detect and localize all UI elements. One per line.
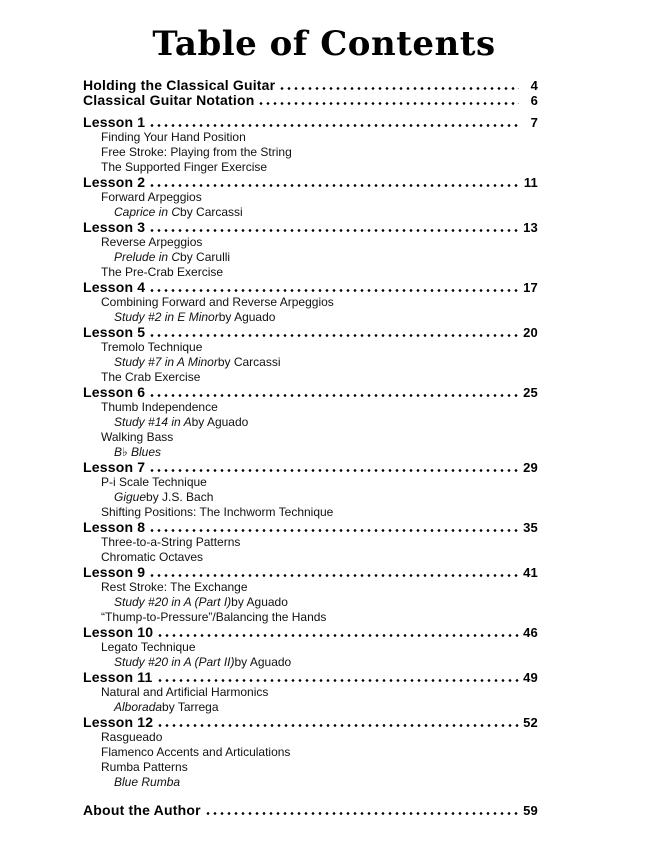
toc-item-text: The Pre-Crab Exercise: [101, 265, 224, 279]
toc-entry-label: Lesson 3: [83, 219, 146, 235]
toc-item: [83, 505, 538, 520]
toc-item-text: The Crab Exercise: [101, 370, 201, 384]
toc-item-text: The Supported Finger Exercise: [101, 160, 268, 174]
toc-item-text: Three-to-a-String Patterns: [101, 535, 241, 549]
toc-entry: [83, 625, 538, 640]
toc-item: [83, 295, 538, 310]
toc-entry-label: Lesson 7: [83, 459, 146, 475]
dot-leader: [150, 573, 519, 578]
toc-entry-label: Lesson 10: [83, 624, 154, 640]
dot-leader: [158, 678, 519, 683]
toc-item-text: by Carulli: [180, 250, 231, 264]
toc-item-text: “Thump-to-Pressure”/Balancing the Hands: [101, 610, 327, 624]
toc-item: [83, 190, 538, 205]
toc-item-text: Shifting Positions: The Inchworm Technique: [101, 505, 334, 519]
lesson-block: [83, 175, 538, 220]
toc-item: [83, 760, 538, 775]
toc-entry-label: Lesson 5: [83, 324, 146, 340]
lesson-block: [83, 385, 538, 460]
toc-entry: [83, 220, 538, 235]
toc-item-text: Legato Technique: [101, 640, 196, 654]
lesson-block: [83, 715, 538, 790]
toc-entry: [83, 803, 538, 818]
page-number: 17: [523, 280, 538, 295]
toc-item-text: by Carcassi: [217, 355, 281, 369]
toc-item: [83, 595, 538, 610]
toc-entry: [83, 175, 538, 190]
toc-entry: [83, 280, 538, 295]
dot-leader: [259, 101, 519, 106]
toc-item-text: by Carcassi: [180, 205, 243, 219]
page-number: 7: [530, 115, 538, 130]
toc-item-piece-title: Caprice in C: [114, 205, 181, 219]
toc-entry: [83, 670, 538, 685]
toc-item-piece-title: Blue Rumba: [114, 775, 181, 789]
lesson-block: [83, 520, 538, 565]
toc-item: [83, 340, 538, 355]
toc-item: [83, 235, 538, 250]
toc-item-text: Chromatic Octaves: [101, 550, 204, 564]
toc-item: [83, 130, 538, 145]
toc-item: [83, 355, 538, 370]
toc-item: [83, 250, 538, 265]
lesson-block: [83, 625, 538, 670]
toc-item: [83, 745, 538, 760]
dot-leader: [158, 723, 519, 728]
toc-entry-label: About the Author: [83, 802, 201, 818]
page-number: 6: [530, 93, 538, 108]
front-entries: [83, 78, 538, 108]
toc-item: [83, 415, 538, 430]
toc-item: [83, 775, 538, 790]
toc-entry-label: Lesson 1: [83, 114, 146, 130]
toc-item-text: Tremolo Technique: [101, 340, 203, 354]
toc-entry: [83, 520, 538, 535]
toc-item-piece-title: Study #7 in A Minor: [114, 355, 218, 369]
dot-leader: [158, 633, 519, 638]
dot-leader: [150, 528, 519, 533]
toc-entry-label: Lesson 8: [83, 519, 146, 535]
page-title: Table of Contents: [152, 24, 496, 64]
page-number: 49: [523, 670, 538, 685]
toc-item-text: P-i Scale Technique: [101, 475, 207, 489]
page-number: 29: [523, 460, 538, 475]
dot-leader: [150, 183, 519, 188]
toc-entry-label: Holding the Classical Guitar: [83, 77, 276, 93]
toc-item: [83, 430, 538, 445]
toc-item: [83, 160, 538, 175]
toc-item: [83, 475, 538, 490]
toc-item: [83, 370, 538, 385]
lesson-block: [83, 325, 538, 385]
toc-entry: [83, 93, 538, 108]
toc-item: [83, 700, 538, 715]
toc-item: [83, 445, 538, 460]
toc-item-piece-title: Alborada: [114, 700, 163, 714]
toc-item-text: Free Stroke: Playing from the String: [101, 145, 292, 159]
toc-item-text: Natural and Artificial Harmonics: [101, 685, 269, 699]
page-number: 46: [523, 625, 538, 640]
toc-item: [83, 550, 538, 565]
dot-leader: [150, 468, 519, 473]
toc-item-text: by Aguado: [234, 655, 292, 669]
toc-item-piece-title: Study #2 in E Minor: [114, 310, 219, 324]
toc-item-piece-title: Gigue: [114, 490, 147, 504]
lesson-entries: [83, 115, 538, 790]
lesson-block: [83, 670, 538, 715]
toc-item: [83, 535, 538, 550]
toc-item-text: Rumba Patterns: [101, 760, 188, 774]
page-number: 25: [523, 385, 538, 400]
toc-item-text: by Aguado: [231, 595, 288, 609]
toc-entry: [83, 715, 538, 730]
toc-item: [83, 685, 538, 700]
page-number: 35: [523, 520, 538, 535]
toc-item-text: Finding Your Hand Position: [101, 130, 246, 144]
toc-item: [83, 730, 538, 745]
lesson-block: [83, 220, 538, 280]
toc-entry: [83, 115, 538, 130]
toc-item-text: Rasgueado: [101, 730, 163, 744]
toc-item-text: Forward Arpeggios: [101, 190, 202, 204]
toc-item-piece-title: Study #20 in A (Part II): [114, 655, 235, 669]
toc-entry: [83, 78, 538, 93]
dot-leader: [150, 288, 519, 293]
toc-item-text: Flamenco Accents and Articulations: [101, 745, 291, 759]
toc-item: [83, 640, 538, 655]
toc-entry: [83, 565, 538, 580]
toc-item: [83, 310, 538, 325]
toc-item-text: Thumb Independence: [101, 400, 218, 414]
dot-leader: [280, 86, 519, 91]
dot-leader: [150, 393, 519, 398]
toc-item: [83, 655, 538, 670]
page-number: 13: [523, 220, 538, 235]
toc-item-piece-title: Study #14 in A: [114, 415, 192, 429]
toc-entry: [83, 460, 538, 475]
lesson-block: [83, 115, 538, 175]
page-number: 11: [523, 175, 538, 190]
toc-item: [83, 265, 538, 280]
toc-item: [83, 145, 538, 160]
toc-item-text: Walking Bass: [101, 430, 174, 444]
toc-item-text: by Tarrega: [162, 700, 219, 714]
toc-item-piece-title: Study #20 in A (Part I): [114, 595, 232, 609]
dot-leader: [150, 228, 519, 233]
table-of-contents: [83, 78, 538, 818]
toc-item-text: by J.S. Bach: [146, 490, 214, 504]
toc-item-text: Rest Stroke: The Exchange: [101, 580, 248, 594]
toc-entry-label: Lesson 11: [83, 669, 153, 685]
toc-item-piece-title: B♭ Blues: [114, 445, 162, 459]
page-number: 52: [523, 715, 538, 730]
toc-entry: [83, 325, 538, 340]
page-number: 4: [530, 78, 538, 93]
toc-item-text: Reverse Arpeggios: [101, 235, 203, 249]
toc-entry-label: Classical Guitar Notation: [83, 92, 255, 108]
toc-item-text: by Aguado: [191, 415, 249, 429]
toc-entry: [83, 385, 538, 400]
toc-item-text: by Aguado: [218, 310, 276, 324]
page-number: 59: [523, 803, 538, 818]
lesson-block: [83, 565, 538, 625]
page-number: 20: [523, 325, 538, 340]
toc-entry-label: Lesson 4: [83, 279, 146, 295]
lesson-block: [83, 280, 538, 325]
back-entries: [83, 803, 538, 818]
toc-item-piece-title: Prelude in C: [114, 250, 181, 264]
dot-leader: [150, 123, 519, 128]
toc-item: [83, 610, 538, 625]
lesson-block: [83, 460, 538, 520]
dot-leader: [150, 333, 519, 338]
toc-entry-label: Lesson 6: [83, 384, 146, 400]
toc-item: [83, 490, 538, 505]
page-number: 41: [523, 565, 538, 580]
toc-entry-label: Lesson 9: [83, 564, 146, 580]
toc-entry-label: Lesson 12: [83, 714, 154, 730]
toc-item: [83, 580, 538, 595]
toc-item: [83, 205, 538, 220]
toc-item: [83, 400, 538, 415]
dot-leader: [206, 811, 519, 816]
toc-item-text: Combining Forward and Reverse Arpeggios: [101, 295, 334, 309]
toc-entry-label: Lesson 2: [83, 174, 146, 190]
